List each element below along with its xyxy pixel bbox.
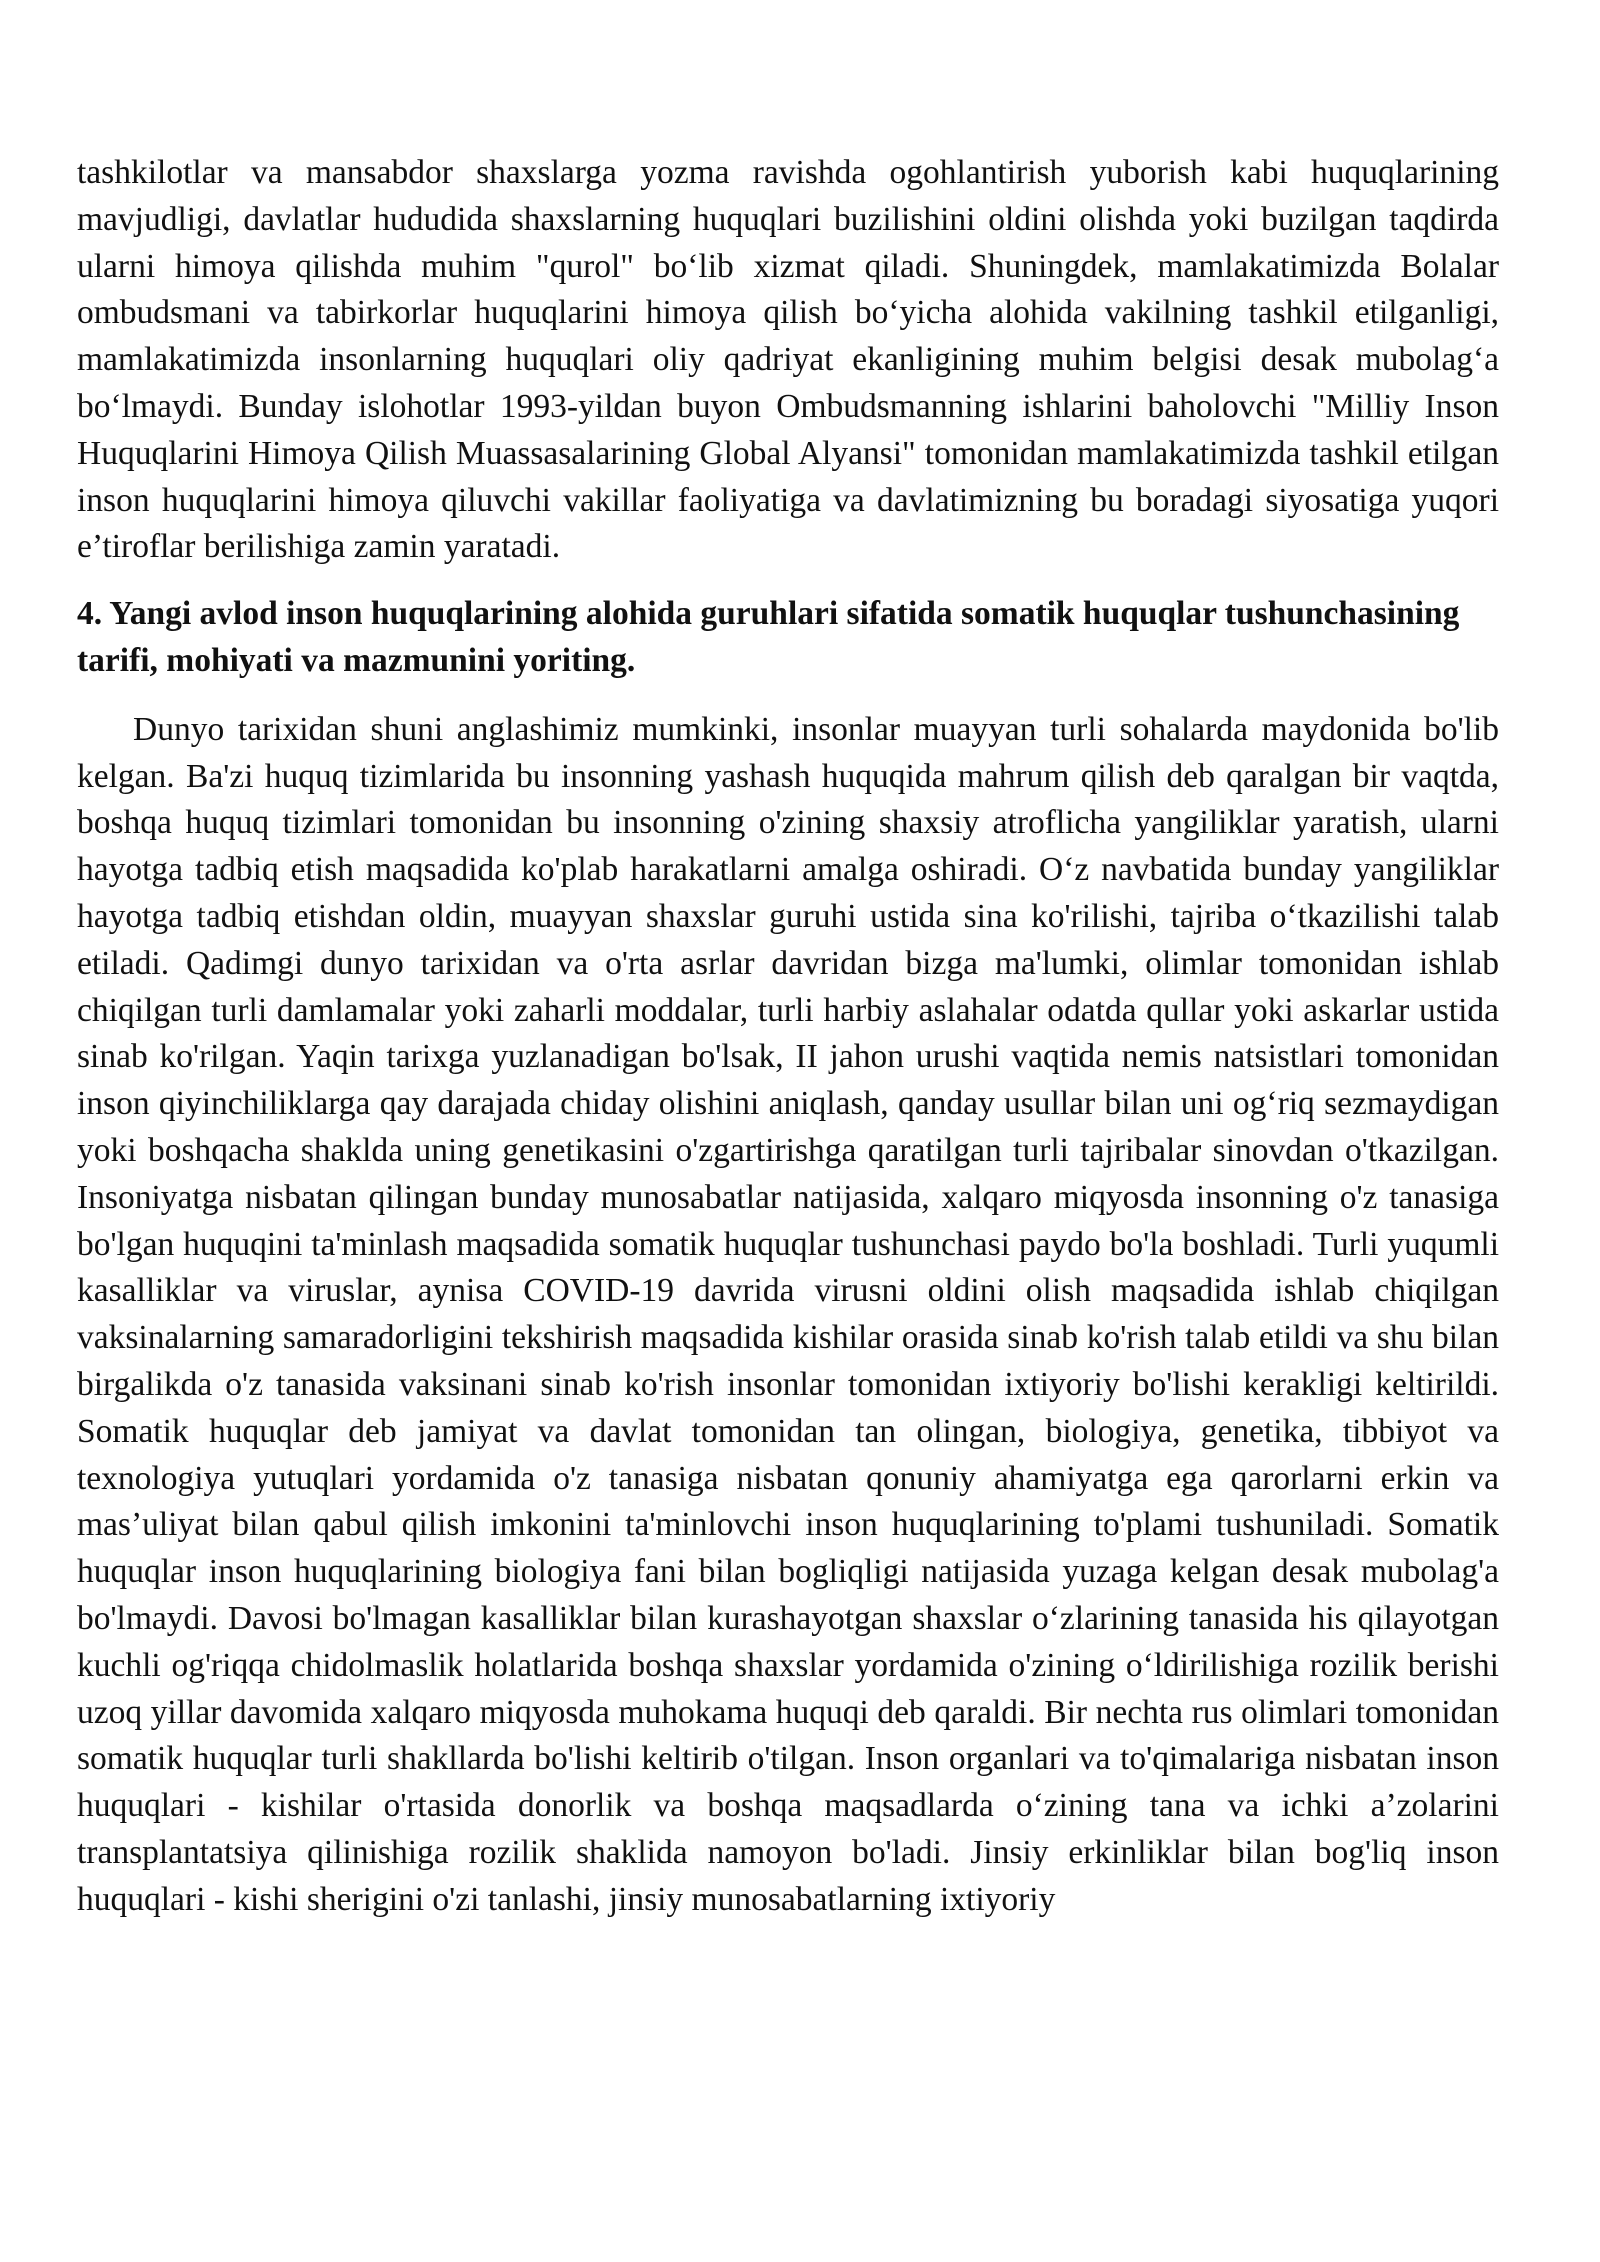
- body-paragraph: Dunyo tarixidan shuni anglashimiz mumkinki, insonlar muayyan turli sohalarda maydonida bo'lib kelgan. Ba'zi huquq tizimlarida bu insonning yashash huquqida mahrum qilish deb qaralgan bir vaqtda, boshqa huquq tizimlari tomonidan bu insonning o'zining shaxsiy atroflicha yangiliklar yaratish, ularni hayotga tadbiq etish maqsadida ko'plab harakatlarni amalga oshiradi. O‘z navbatida bunday yangiliklar hayotga tadbiq etishdan oldin, muayyan shaxslar guruhi ustida sina ko'rilishi, tajriba o‘tkazilishi talab etiladi. Qadimgi dunyo tarixidan va o'rta asrlar davridan bizga ma'lumki, olimlar tomonidan ishlab chiqilgan turli damlamalar yoki zaharli moddalar, turli harbiy aslahalar odatda qullar yoki askarlar ustida sinab ko'rilgan. Yaqin tarixga yuzlanadigan bo'lsak, II jahon urushi vaqtida nemis natsistlari tomonidan inson qiyinchiliklarga qay darajada chiday olishini aniqlash, qanday usullar bilan uni og‘riq sezmaydigan yoki boshqacha shaklda uning genetikasini o'zgartirishga qaratilgan turli tajribalar sinovdan o'tkazilgan. Insoniyatga nisbatan qilingan bunday munosabatlar natijasida, xalqaro miqyosda insonning o'z tanasiga bo'lgan huquqini ta'minlash maqsadida somatik huquqlar tushunchasi paydo bo'la boshladi. Turli yuqumli kasalliklar va viruslar, aynisa COVID-19 davrida virusni oldini olish maqsadida ishlab chiqilgan vaksinalarning samaradorligini tekshirish maqsadida kishilar orasida sinab ko'rish talab etildi va shu bilan birgalikda o'z tanasida vaksinani sinab ko'rish insonlar tomonidan ixtiyoriy bo'lishi kerakligi keltirildi. Somatik huquqlar deb jamiyat va davlat tomonidan tan olingan, biologiya, genetika, tibbiyot va texnologiya yutuqlari yordamida o'z tanasiga nisbatan qonuniy ahamiyatga ega qarorlarni erkin va mas’uliyat bilan qabul qilish imkonini ta'minlovchi inson huquqlarining to'plami tushuniladi. Somatik huquqlar inson huquqlarining biologiya fani bilan bogliqligi natijasida yuzaga kelgan desak mubolag'a bo'lmaydi. Davosi bo'lmagan kasalliklar bilan kurashayotgan shaxslar o‘zlarining tanasida his qilayotgan kuchli og'riqqa chidolmaslik holatlarida boshqa shaxslar yordamida o'zining o‘ldirilishiga rozilik berishi uzoq yillar davomida xalqaro miqyosda muhokama huquqi deb qaraldi. Bir nechta rus olimlari tomonidan somatik huquqlar turli shakllarda bo'lishi keltirib o'tilgan. Inson organlari va to'qimalariga nisbatan inson huquqlari - kishilar o'rtasida donorlik va boshqa maqsadlarda o‘zining tana va ichki a’zolarini transplantatsiya qilinishiga rozilik shaklida namoyon bo'ladi. Jinsiy erkinliklar bilan bog'liq inson huquqlari - kishi sherigini o'zi tanlashi, jinsiy munosabatlarning ixtiyoriy: [77, 710, 1499, 1918]
- document-page: [77, 150, 1499, 1923]
- body-paragraph: tashkilotlar va mansabdor shaxslarga yozma ravishda ogohlantirish yuborish kabi huquqlarining mavjudligi, davlatlar hududida shaxslarning huquqlari buzilishini oldini olishda yoki buzilgan taqdirda ularni himoya qilishda muhim "qurol" bo‘lib xizmat qiladi. Shuningdek, mamlakatimizda Bolalar ombudsmani va tabirkorlar huquqlarini himoya qilish bo‘yicha alohida vakilning tashkil etilganligi, mamlakatimizda insonlarning huquqlari oliy qadriyat ekanligining muhim belgisi desak mubolag‘a bo‘lmaydi. Bunday islohotlar 1993-yildan buyon Ombudsmanning ishlarini baholovchi "Milliy Inson Huquqlarini Himoya Qilish Muassasalarining Global Alyansi" tomonidan mamlakatimizda tashkil etilgan inson huquqlarini himoya qiluvchi vakillar faoliyatiga va davlatimizning bu boradagi siyosatiga yuqori e’tiroflar berilishiga zamin yaratadi.: [77, 154, 1499, 566]
- section-heading: 4. Yangi avlod inson huquqlarining alohida guruhlari sifatida somatik huquqlar tushunchasining tarifi, mohiyati va mazmunini yoriting.: [77, 595, 1460, 679]
